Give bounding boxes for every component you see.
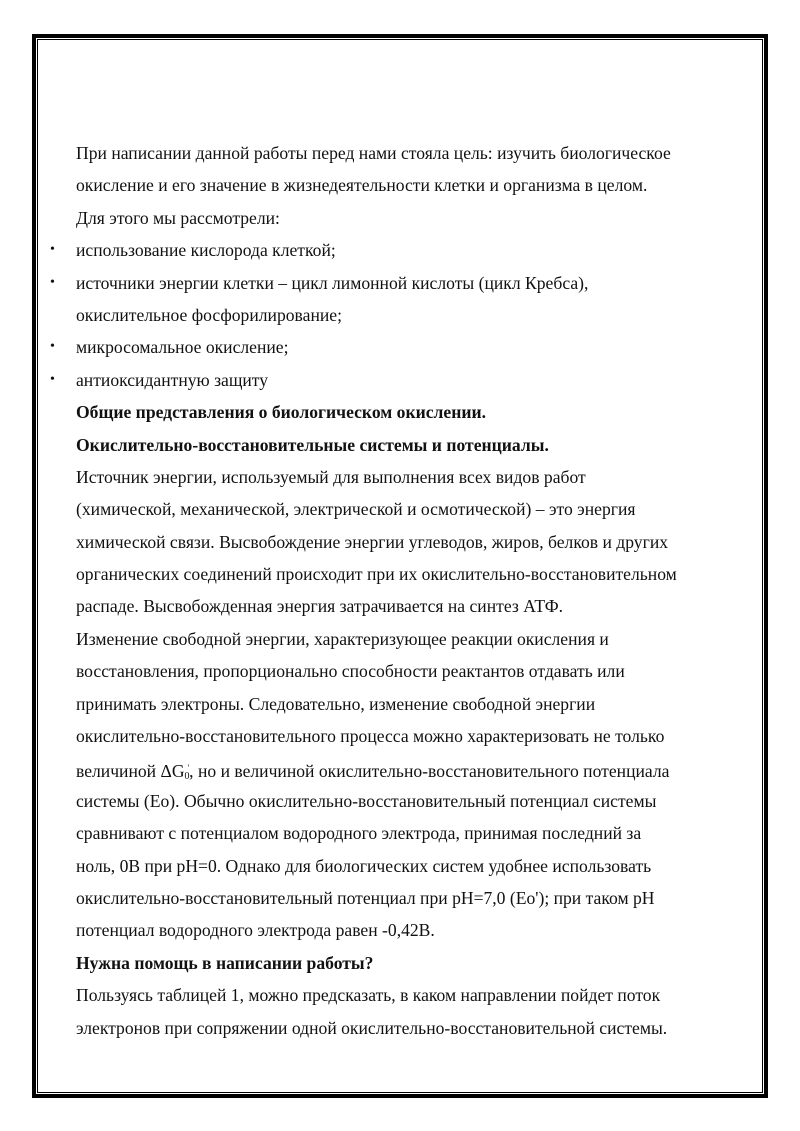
- list-item: [50, 234, 736, 266]
- text-line: Пользуясь таблицей 1, можно предсказать, в каком направлении пойдет поток: [76, 985, 661, 1006]
- text-line: ноль, 0В при pH=0. Однако для биологических систем удобнее использовать: [76, 855, 652, 876]
- text-line: окислительно-восстановительный потенциал при pH=7,0 (Eo'); при таком pH: [76, 887, 655, 908]
- document-body: [50, 137, 736, 1044]
- text-line: восстановления, пропорционально способности реактантов отдавать или: [76, 661, 625, 682]
- text-line: окисление и его значение в жизнедеятельности клетки и организма в целом.: [76, 175, 648, 196]
- bullet-icon: •: [50, 371, 55, 387]
- text-line: сравнивают с потенциалом водородного электрода, принимая последний за: [76, 823, 642, 844]
- text-line: Источник энергии, используемый для выполнения всех видов работ: [76, 466, 586, 487]
- list-item-continuation: окислительное фосфорилирование;: [76, 304, 342, 325]
- text-line: При написании данной работы перед нами стояла цель: изучить биологическое: [76, 143, 671, 163]
- text-line: органических соединений происходит при их окислительно-восстановительном: [76, 564, 677, 585]
- section-heading: Окислительно-восстановительные системы и потенциалы.: [76, 434, 549, 455]
- text-line: окислительно-восстановительного процесса можно характеризовать не только: [76, 726, 665, 747]
- bullet-icon: •: [50, 242, 55, 258]
- text-line: системы (Eo). Обычно окислительно-восстановительный потенциал системы: [76, 790, 657, 811]
- text-line: Для этого мы рассмотрели:: [76, 207, 280, 228]
- bullet-icon: •: [50, 339, 55, 355]
- text-line: потенциал водородного электрода равен -0,42В.: [76, 920, 435, 941]
- text-line: Изменение свободной энергии, характеризующее реакции окисления и: [76, 628, 609, 649]
- list-item-text: микросомальное окисление;: [76, 337, 289, 358]
- delta-g-subscript: 0: [184, 771, 190, 783]
- list-item-text: использование кислорода клеткой;: [76, 240, 336, 261]
- bullet-icon: •: [50, 274, 55, 290]
- list-item-text: антиоксидантную защиту: [76, 369, 269, 390]
- formula-suffix: , но и величиной окислительно-восстановительного потенциала: [189, 761, 670, 782]
- list-item: [50, 331, 736, 363]
- formula-prefix: величиной: [76, 761, 161, 782]
- text-line: электронов при сопряжении одной окислительно-восстановительной системы.: [76, 1017, 668, 1038]
- delta-g-symbol: ΔG: [160, 761, 185, 782]
- section-heading: Общие представления о биологическом окислении.: [76, 402, 487, 423]
- text-line: принимать электроны. Следовательно, изменение свободной энергии: [76, 693, 596, 714]
- delta-g-prime: ': [187, 763, 190, 774]
- section-heading: Нужна помощь в написании работы?: [76, 952, 374, 973]
- text-line: химической связи. Высвобождение энергии углеводов, жиров, белков и других: [76, 531, 669, 552]
- text-line: (химической, механической, электрической и осмотической) – это энергия: [76, 499, 636, 520]
- text-line: распаде. Высвобожденная энергия затрачивается на синтез АТФ.: [76, 596, 564, 617]
- list-item: [50, 364, 736, 396]
- formula-line: [76, 752, 736, 784]
- list-item-text: источники энергии клетки – цикл лимонной кислоты (цикл Кребса),: [76, 272, 589, 293]
- list-item: [50, 267, 736, 299]
